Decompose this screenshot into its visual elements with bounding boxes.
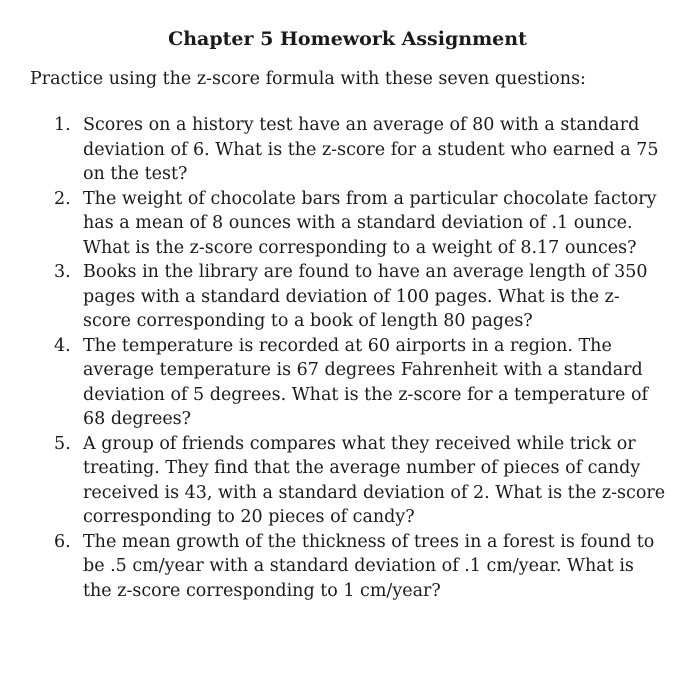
question-item-4 bbox=[0, 334, 695, 432]
question-text: The weight of chocolate bars from a particular chocolate factory has a mean of 8 ounces with a standard deviation of .1 ounce. What is the z-score corresponding to a weight of 8.17 ounces? bbox=[83, 188, 657, 258]
question-number: 1. bbox=[54, 115, 71, 135]
question-number: 4. bbox=[54, 335, 71, 356]
question-number: 5. bbox=[54, 433, 71, 454]
question-number: 3. bbox=[54, 262, 71, 282]
question-list bbox=[0, 113, 695, 603]
question-number: 2. bbox=[54, 188, 71, 209]
question-text: Scores on a history test have an average of 80 with a standard deviation of 6. What is the z-score for a student who earned a 75 on the test? bbox=[83, 115, 659, 184]
question-item-1 bbox=[0, 113, 695, 187]
page-title: Chapter 5 Homework Assignment bbox=[168, 28, 527, 50]
question-item-6 bbox=[0, 530, 695, 604]
question-text: Books in the library are found to have an average length of 350 pages with a standard deviation of 100 pages. What is the z-score corresponding to a book of length 80 pages? bbox=[83, 262, 648, 331]
question-text: A group of friends compares what they received while trick or treating. They find that the average number of pieces of candy received is 43, with a standard deviation of 2. What is the z-score corresponding to 20 pieces of candy? bbox=[83, 433, 666, 527]
question-text: The temperature is recorded at 60 airports in a region. The average temperature is 67 degrees Fahrenheit with a standard deviation of 5 degrees. What is the z-score for a temperature of 68 degrees? bbox=[83, 335, 648, 429]
question-item-2 bbox=[0, 187, 695, 261]
intro-text: Practice using the z-score formula with these seven questions: bbox=[30, 69, 586, 89]
question-number: 6. bbox=[54, 531, 71, 552]
question-item-3 bbox=[0, 260, 695, 334]
question-text: The mean growth of the thickness of trees in a forest is found to be .5 cm/year with a standard deviation of .1 cm/year. What is the z-score corresponding to 1 cm/year? bbox=[83, 531, 655, 601]
question-item-5 bbox=[0, 432, 695, 530]
